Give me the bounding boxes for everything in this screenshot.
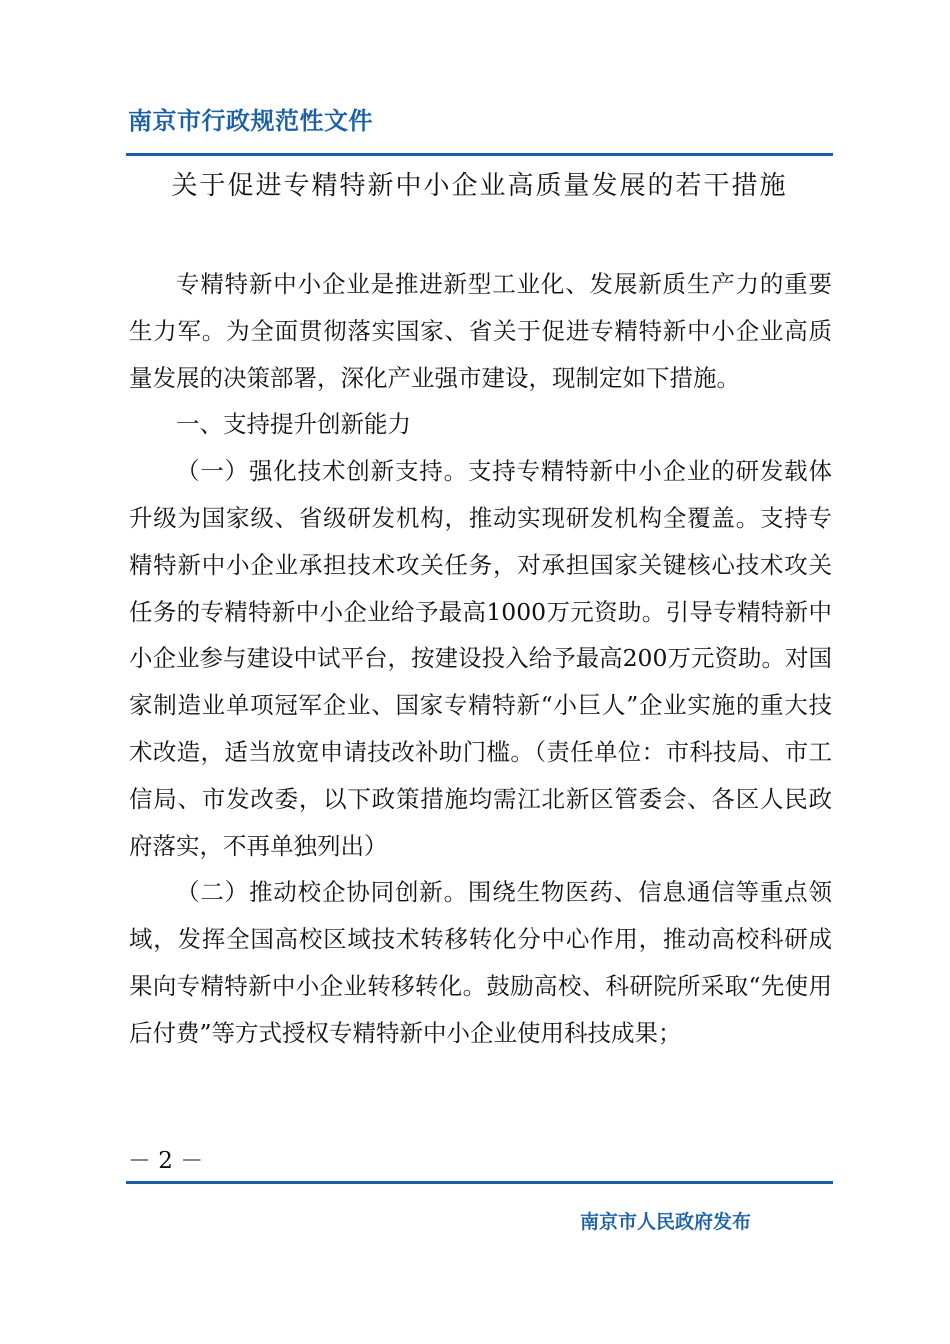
document-body: [129, 261, 832, 1057]
paragraph-item-1: （一）强化技术创新支持。支持专精特新中小企业的研发载体升级为国家级、省级研发机构，推动实现研发机构全覆盖。支持专精特新中小企业承担技术攻关任务，对承担国家关键核心技术攻关任务的专精特新中小企业给予最高1000万元资助。引导专精特新中小企业参与建设中试平台，按建设投入给予最高200万元资助。对国家制造业单项冠军企业、国家专精特新“小巨人”企业实施的重大技术改造，适当放宽申请技改补助门槛。（责任单位：市科技局、市工信局、市发改委，以下政策措施均需江北新区管委会、各区人民政府落实，不再单独列出）: [129, 457, 832, 860]
footer-publisher: 南京市人民政府发布: [580, 1211, 752, 1233]
footer-divider: [126, 1181, 833, 1184]
page-number: － 2 －: [128, 1148, 204, 1174]
header-title: 南京市行政规范性文件: [128, 107, 373, 135]
document-title: 关于促进专精特新中小企业高质量发展的若干措施: [171, 171, 788, 201]
header-divider: [126, 153, 833, 156]
paragraph-intro: 专精特新中小企业是推进新型工业化、发展新质生产力的重要生力军。为全面贯彻落实国家、省关于促进专精特新中小企业高质量发展的决策部署，深化产业强市建设，现制定如下措施。: [129, 270, 832, 392]
paragraph-item-2: （二）推动校企协同创新。围绕生物医药、信息通信等重点领域，发挥全国高校区域技术转移转化分中心作用，推动高校科研成果向专精特新中小企业转移转化。鼓励高校、科研院所采取“先使用后付费”等方式授权专精特新中小企业使用科技成果；: [129, 878, 832, 1047]
section-heading: 一、支持提升创新能力: [176, 410, 411, 439]
